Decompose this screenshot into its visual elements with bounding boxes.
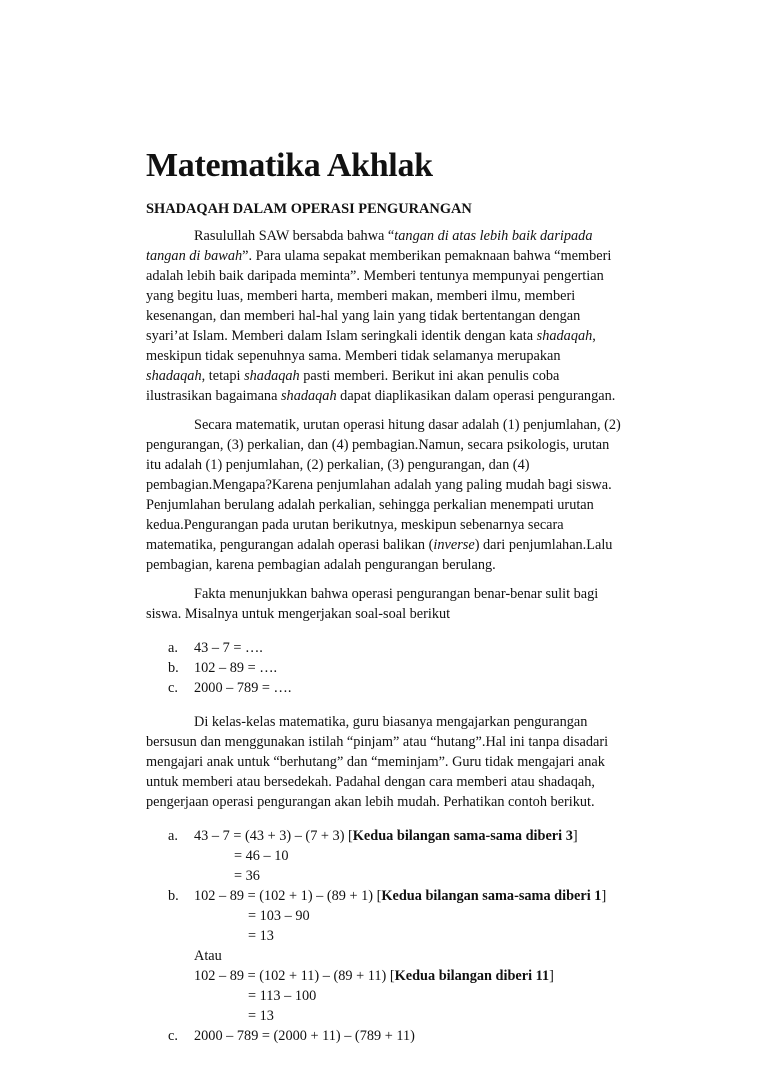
list-item: b. 102 – 89 = ….: [168, 660, 278, 676]
paragraph-line: siswa. Misalnya untuk mengerjakan soal-soal berikut: [146, 606, 451, 622]
list-item: a. 43 – 7 = (43 + 3) – (7 + 3) [Kedua bilangan sama-sama diberi 3]: [168, 828, 578, 844]
paragraph-3: [146, 584, 666, 624]
alternative-label: Atau: [194, 948, 222, 964]
paragraph-line: adalah lebih baik daripada meminta”. Memberi tentunya mempunyai pengertian: [146, 268, 604, 284]
paragraph-line: Rasulullah SAW bersabda bahwa “tangan di atas lebih baik daripada: [194, 228, 593, 244]
paragraph-line: shadaqah, tetapi shadaqah pasti memberi. Berikut ini akan penulis coba: [146, 368, 560, 384]
list-item: c. 2000 – 789 = ….: [168, 680, 292, 696]
paragraph-line: Fakta menunjukkan bahwa operasi pengurangan benar-benar sulit bagi: [194, 586, 599, 602]
list-item: c. 2000 – 789 = (2000 + 11) – (789 + 11): [168, 1028, 415, 1044]
paragraph-line: kesenangan, dan memberi hal-hal yang lain yang tidak bertentangan dengan: [146, 308, 581, 324]
document-content: [146, 144, 666, 1056]
problem-list: [146, 638, 666, 698]
paragraph-line: untuk memberi atau bersedekah. Padahal dengan cara memberi atau shadaqah,: [146, 774, 595, 790]
list-item: a. 43 – 7 = ….: [168, 640, 263, 656]
paragraph-line: tangan di bawah”. Para ulama sepakat memberikan pemaknaan bahwa “memberi: [146, 248, 612, 264]
example-list: [146, 826, 666, 1046]
paragraph-line: mengajari anak untuk “berhutang” dan “meminjam”. Guru tidak mengajari anak: [146, 754, 605, 770]
list-item: b. 102 – 89 = (102 + 1) – (89 + 1) [Kedua bilangan sama-sama diberi 1]: [168, 888, 607, 904]
paragraph-line: itu adalah (1) penjumlahan, (2) perkalian, (3) pengurangan, dan (4): [146, 457, 530, 473]
paragraph-line: pengurangan, (3) perkalian, dan (4) pembagian.Namun, secara psikologis, urutan: [146, 437, 610, 453]
paragraph-1: [146, 226, 666, 406]
paragraph-line: bersusun dan menggunakan istilah “pinjam” atau “hutang”.Hal ini tanpa disadari: [146, 734, 609, 750]
paragraph-line: kedua.Pengurangan pada urutan berikutnya, meskipun sebenarnya secara: [146, 517, 564, 533]
paragraph-line: ilustrasikan bagaimana shadaqah dapat diaplikasikan dalam operasi pengurangan.: [146, 388, 616, 404]
paragraph-line: pengerjaan operasi pengurangan akan lebih mudah. Perhatikan contoh berikut.: [146, 794, 595, 810]
paragraph-line: syari’at Islam. Memberi dalam Islam seringkali identik dengan kata shadaqah,: [146, 328, 596, 344]
step-line: 102 – 89 = (102 + 11) – (89 + 11) [Kedua bilangan diberi 11]: [194, 968, 554, 984]
paragraph-line: meskipun tidak sepenuhnya sama. Memberi tidak selamanya merupakan: [146, 348, 561, 364]
paragraph-line: yang begitu luas, memberi harta, memberi makan, memberi ilmu, memberi: [146, 288, 576, 304]
page-title: Matematika Akhlak: [146, 147, 433, 184]
paragraph-line: Di kelas-kelas matematika, guru biasanya mengajarkan pengurangan: [194, 714, 588, 730]
paragraph-4: [146, 712, 666, 812]
paragraph-line: Penjumlahan berulang adalah perkalian, sehingga perkalian menempati urutan: [146, 497, 594, 513]
paragraph-2: [146, 415, 666, 575]
step-line: = 13: [248, 928, 274, 944]
paragraph-line: pembagian, karena pembagian adalah pengurangan berulang.: [146, 557, 496, 573]
paragraph-line: pembagian.Mengapa?Karena penjumlahan adalah yang paling mudah bagi siswa.: [146, 477, 612, 493]
step-line: = 103 – 90: [248, 908, 310, 924]
paragraph-line: matematika, pengurangan adalah operasi balikan (inverse) dari penjumlahan.Lalu: [146, 537, 613, 553]
step-line: = 36: [234, 868, 260, 884]
paragraph-line: Secara matematik, urutan operasi hitung dasar adalah (1) penjumlahan, (2): [194, 417, 621, 433]
step-line: = 46 – 10: [234, 848, 289, 864]
section-heading: SHADAQAH DALAM OPERASI PENGURANGAN: [146, 201, 472, 217]
step-line: = 113 – 100: [248, 988, 317, 1004]
step-line: = 13: [248, 1008, 274, 1024]
